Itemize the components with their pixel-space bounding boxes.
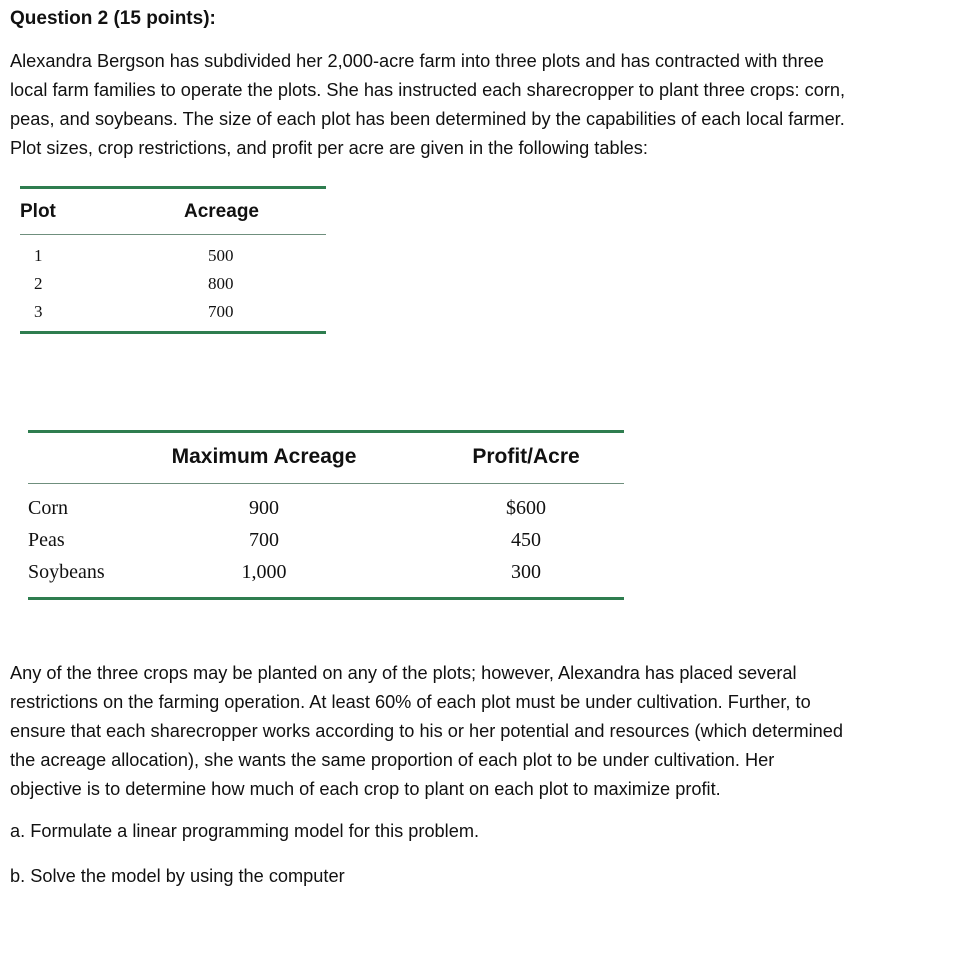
intro-paragraph bbox=[10, 47, 960, 163]
table-top-rule bbox=[20, 186, 326, 189]
crop-name: Peas bbox=[28, 529, 65, 551]
header-plot: Plot bbox=[20, 201, 56, 222]
table-bottom-rule bbox=[28, 597, 624, 600]
crop-max-acreage: 900 bbox=[249, 497, 279, 519]
plot-acreage: 500 bbox=[208, 246, 234, 265]
header-maximum-acreage: Maximum Acreage bbox=[171, 445, 357, 468]
crop-profit: 300 bbox=[511, 561, 541, 583]
crop-name: Corn bbox=[28, 497, 68, 519]
plot-acreage-table bbox=[20, 186, 326, 336]
crop-max-acreage: 1,000 bbox=[241, 561, 287, 583]
part-a-text: a. Formulate a linear programming model for this problem. bbox=[10, 821, 480, 841]
plot-number: 3 bbox=[34, 302, 43, 321]
question-title: Question 2 (15 points): bbox=[10, 8, 216, 29]
crop-profit: 450 bbox=[511, 529, 541, 551]
part-b-text: b. Solve the model by using the computer bbox=[10, 866, 345, 886]
plot-number: 2 bbox=[34, 274, 43, 293]
restrictions-paragraph bbox=[10, 659, 960, 804]
table-top-rule bbox=[28, 430, 624, 433]
header-acreage: Acreage bbox=[184, 201, 259, 222]
table-bottom-rule bbox=[20, 331, 326, 334]
header-rule bbox=[28, 483, 624, 484]
body-line: restrictions on the farming operation. At least 60% of each plot must be under cultivation. Further, to bbox=[10, 692, 811, 712]
header-rule bbox=[20, 234, 326, 235]
intro-line: local farm families to operate the plots. She has instructed each sharecropper to plant three crops: corn, bbox=[10, 80, 846, 100]
plot-acreage: 800 bbox=[208, 274, 234, 293]
crop-profit: $600 bbox=[506, 497, 546, 519]
intro-line: peas, and soybeans. The size of each plot has been determined by the capabilities of each local farmer. bbox=[10, 109, 845, 129]
crop-table bbox=[28, 430, 624, 602]
body-line: ensure that each sharecropper works according to his or her potential and resources (which determined bbox=[10, 721, 844, 741]
header-profit-per-acre: Profit/Acre bbox=[472, 445, 580, 468]
plot-acreage: 700 bbox=[208, 302, 234, 321]
intro-line: Plot sizes, crop restrictions, and profit per acre are given in the following tables: bbox=[10, 138, 648, 158]
plot-number: 1 bbox=[34, 246, 43, 265]
crop-max-acreage: 700 bbox=[249, 529, 279, 551]
crop-name: Soybeans bbox=[28, 561, 105, 583]
body-line: Any of the three crops may be planted on any of the plots; however, Alexandra has placed several bbox=[10, 663, 797, 683]
body-line: the acreage allocation), she wants the same proportion of each plot to be under cultivation. Her bbox=[10, 750, 775, 770]
intro-line: Alexandra Bergson has subdivided her 2,000-acre farm into three plots and has contracted with three bbox=[10, 51, 824, 71]
body-line: objective is to determine how much of each crop to plant on each plot to maximize profit. bbox=[10, 779, 721, 799]
